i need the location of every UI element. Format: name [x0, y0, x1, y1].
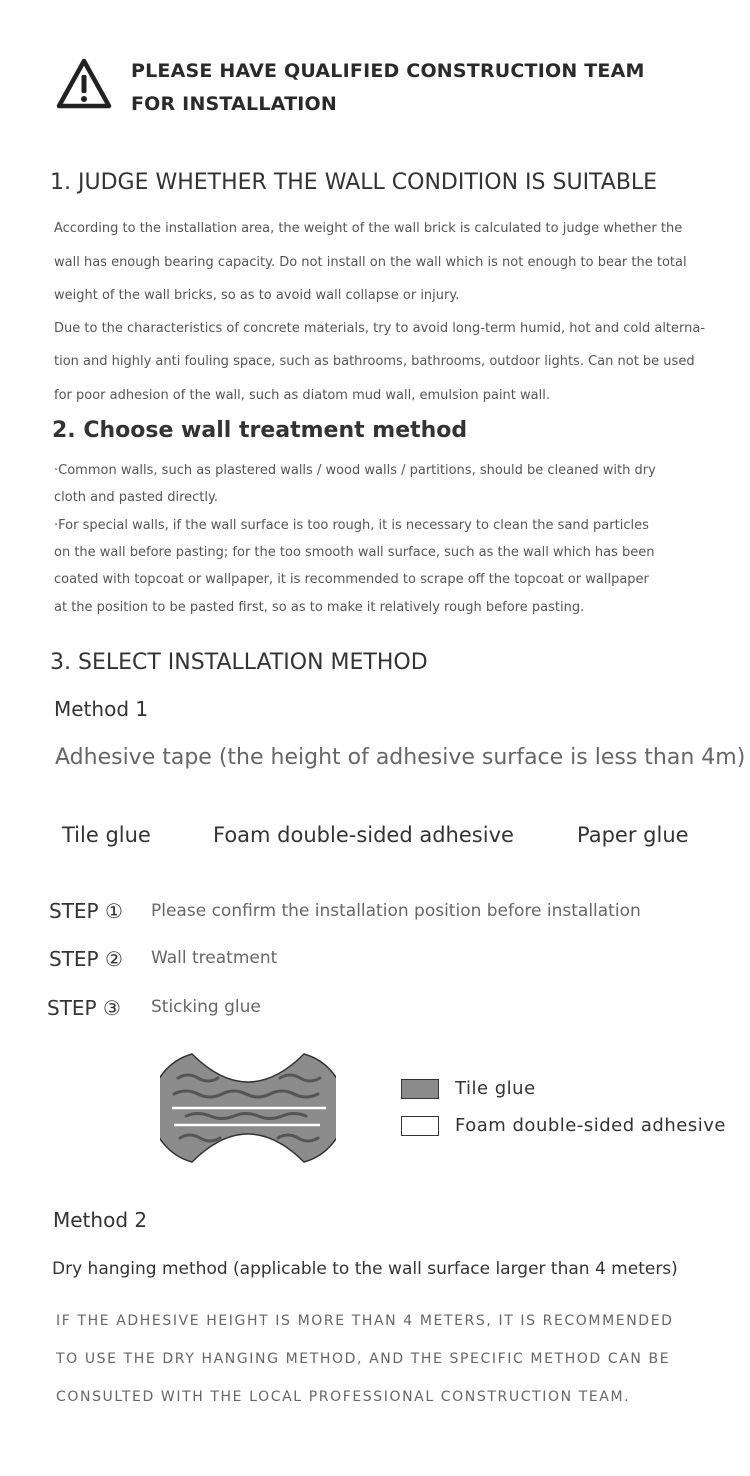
section2-line: cloth and pasted directly. — [54, 490, 218, 505]
step-3-text: Sticking glue — [151, 997, 261, 1017]
section1-line: tion and highly anti fouling space, such as bathrooms, bathrooms, outdoor lights. Can not be used — [54, 354, 695, 369]
legend-swatch-tile-glue — [401, 1079, 439, 1099]
section1-line: According to the installation area, the weight of the wall brick is calculated to judge whether the — [54, 221, 683, 236]
section3-title: 3. SELECT INSTALLATION METHOD — [50, 650, 428, 675]
section1-line: for poor adhesion of the wall, such as diatom mud wall, emulsion paint wall. — [54, 388, 550, 403]
warning-line-1: PLEASE HAVE QUALIFIED CONSTRUCTION TEAM — [131, 60, 645, 82]
product-foam-adhesive: Foam double-sided adhesive — [213, 823, 514, 847]
section2-line: ·Common walls, such as plastered walls / wood walls / partitions, should be cleaned with dry — [54, 463, 656, 478]
warning-line-2: FOR INSTALLATION — [131, 93, 337, 115]
section2-line: coated with topcoat or wallpaper, it is recommended to scrape off the topcoat or wallpaper — [54, 572, 649, 587]
method2-line: CONSULTED WITH THE LOCAL PROFESSIONAL CONSTRUCTION TEAM. — [56, 1389, 631, 1405]
legend-label-foam-adhesive: Foam double-sided adhesive — [455, 1115, 726, 1136]
step-1-text: Please confirm the installation position before installation — [151, 901, 641, 921]
method1-subtitle: Adhesive tape (the height of adhesive surface is less than 4m) — [55, 745, 746, 770]
product-tile-glue: Tile glue — [62, 823, 151, 847]
method2-title: Method 2 — [53, 1208, 148, 1232]
step-2-text: Wall treatment — [151, 948, 278, 968]
step-2-label: STEP ② — [49, 947, 123, 971]
section2-line: at the position to be pasted first, so as to make it relatively rough before pasting. — [54, 600, 585, 615]
section1-line: weight of the wall bricks, so as to avoid wall collapse or injury. — [54, 288, 460, 303]
product-paper-glue: Paper glue — [577, 823, 689, 847]
legend-label-tile-glue: Tile glue — [455, 1078, 536, 1099]
section1-title: 1. JUDGE WHETHER THE WALL CONDITION IS SUITABLE — [50, 170, 658, 195]
tile-glue-illustration — [160, 1050, 336, 1166]
section1-line: wall has enough bearing capacity. Do not install on the wall which is not enough to bear the total — [54, 255, 687, 270]
method1-title: Method 1 — [54, 697, 149, 721]
method2-subtitle: Dry hanging method (applicable to the wall surface larger than 4 meters) — [52, 1259, 678, 1279]
method2-line: TO USE THE DRY HANGING METHOD, AND THE SPECIFIC METHOD CAN BE — [56, 1351, 671, 1367]
section1-line: Due to the characteristics of concrete materials, try to avoid long-term humid, hot and cold alterna- — [54, 321, 706, 336]
step-1-label: STEP ① — [49, 899, 123, 923]
section2-line: ·For special walls, if the wall surface is too rough, it is necessary to clean the sand particles — [54, 518, 649, 533]
section2-line: on the wall before pasting; for the too smooth wall surface, such as the wall which has been — [54, 545, 655, 560]
warning-triangle-icon — [56, 58, 112, 110]
method2-line: IF THE ADHESIVE HEIGHT IS MORE THAN 4 METERS, IT IS RECOMMENDED — [56, 1313, 674, 1329]
step-3-label: STEP ③ — [47, 996, 121, 1020]
legend-swatch-foam-adhesive — [401, 1116, 439, 1136]
section2-title: 2. Choose wall treatment method — [52, 418, 468, 443]
